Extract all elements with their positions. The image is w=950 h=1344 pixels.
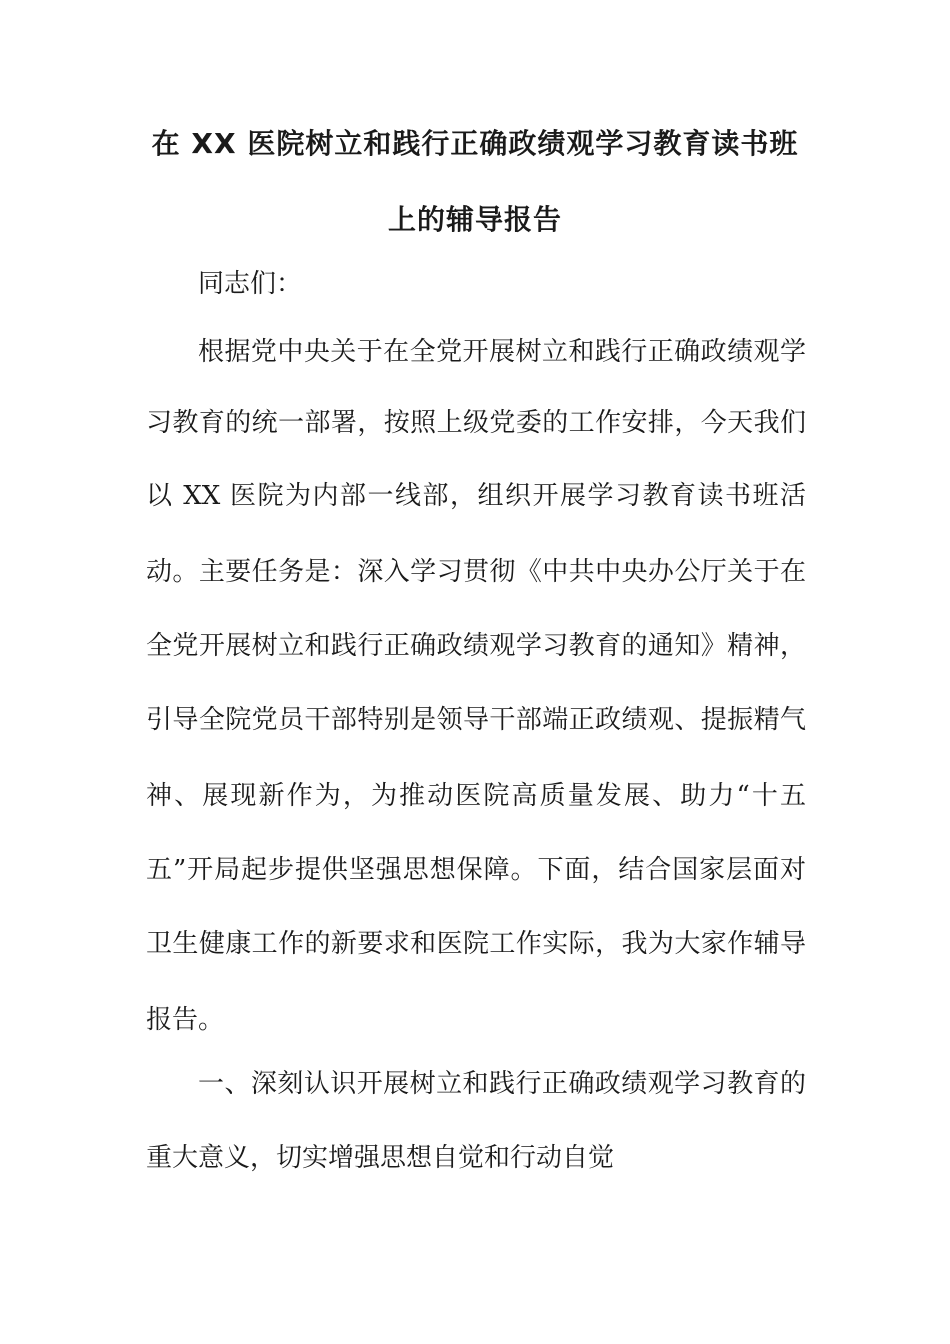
salutation: 同志们： (198, 269, 303, 299)
document-title-line-1: 在 XX 医院树立和践行正确政绩观学习教育读书班 (151, 127, 799, 160)
paragraph-1-line: 报告。 (146, 1005, 225, 1035)
paragraph-1-line: 习教育的统一部署，按照上级党委的工作安排，今天我们 (146, 408, 806, 438)
paragraph-1-line: 神、展现新作为，为推动医院高质量发展、助力“十五 (146, 781, 806, 811)
paragraph-1-line: 以 XX 医院为内部一线部，组织开展学习教育读书班活 (146, 481, 806, 511)
paragraph-1-line: 五”开局起步提供坚强思想保障。下面，结合国家层面对 (146, 855, 806, 885)
paragraph-1-line: 根据党中央关于在全党开展树立和践行正确政绩观学 (198, 337, 806, 367)
paragraph-1-line: 卫生健康工作的新要求和医院工作实际，我为大家作辅导 (146, 929, 806, 959)
paragraph-1-line: 动。主要任务是：深入学习贯彻《中共中央办公厅关于在 (146, 557, 806, 587)
heading-1-line: 一、深刻认识开展树立和践行正确政绩观学习教育的 (198, 1069, 806, 1099)
heading-1-line: 重大意义，切实增强思想自觉和行动自觉 (146, 1143, 615, 1173)
paragraph-1-line: 全党开展树立和践行正确政绩观学习教育的通知》精神， (146, 631, 806, 661)
paragraph-1-line: 引导全院党员干部特别是领导干部端正政绩观、提振精气 (146, 705, 806, 735)
document-title-line-2: 上的辅导报告 (387, 203, 562, 236)
